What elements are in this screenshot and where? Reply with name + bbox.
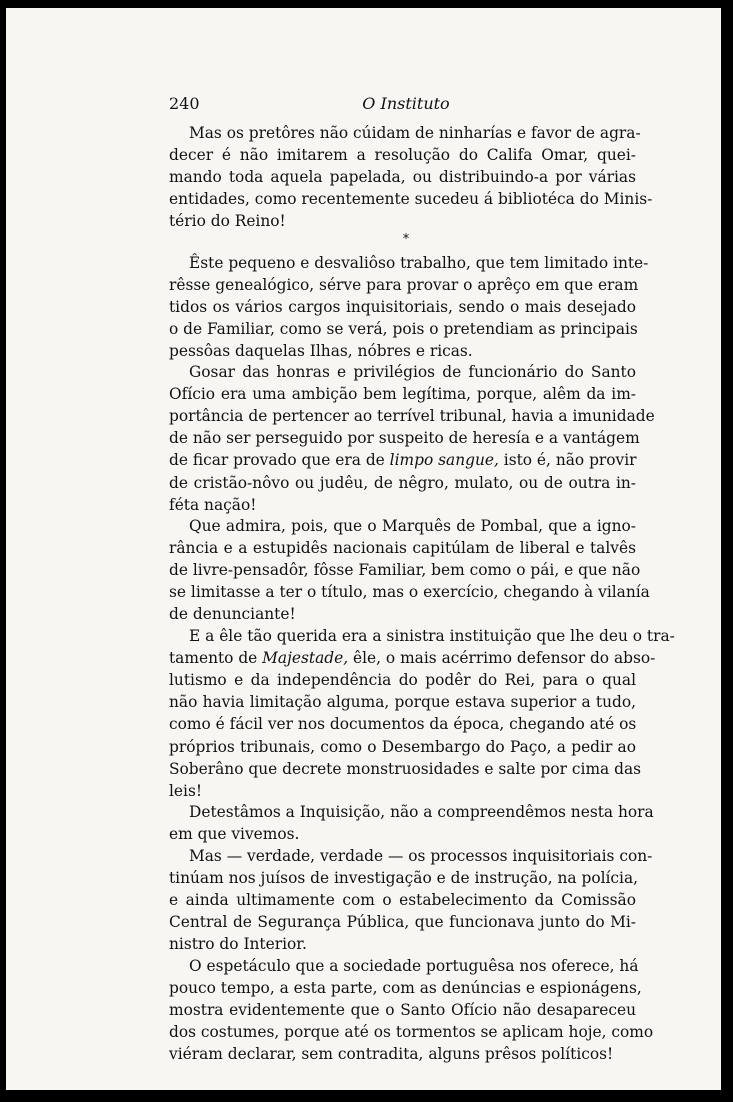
text-line: rância e a estupidês nacionais capitúlam de liberal e talvês	[169, 539, 636, 558]
text-line: nistro do Interior.	[169, 935, 307, 954]
text-line: Êste pequeno e desvaliôso trabalho, que tem limitado inte-	[189, 254, 649, 272]
text-line: mostra evidentemente que o Santo Ofício não desapareceu	[169, 1001, 636, 1020]
text-line: e ainda ultimamente com o estabelecimento da Comissão	[169, 891, 636, 910]
text-line: de denunciante!	[169, 605, 296, 624]
text-line: leis!	[169, 781, 203, 800]
text-line: tinúam nos juísos de investigação e de instrução, na polícia,	[169, 869, 639, 888]
text-line: Que admira, pois, que o Marquês de Pombal, que a igno-	[189, 517, 636, 535]
text-line: não havia limitação alguma, porque estava superior a tudo,	[169, 693, 636, 712]
text-line: mando toda aquela papelada, ou distribuindo-a por várias	[169, 168, 636, 187]
text-line: O espetáculo que a sociedade portuguêsa nos oferece, há	[189, 957, 639, 975]
text-line: de não ser perseguido por suspeito de heresía e a vantágem	[169, 429, 640, 448]
text-line: tamento de Majestade, êle, o mais acérrimo defensor do abso-	[169, 649, 656, 668]
text-line: pessôas daquelas Ilhas, nóbres e ricas.	[169, 342, 473, 361]
text-line: entidades, como recentemente sucedeu á bibliotéca do Minis-	[169, 190, 653, 209]
text-line: decer é não imitarem a resolução do Califa Omar, quei-	[169, 146, 636, 165]
text-line: de cristão-nôvo ou judêu, de nêgro, mulato, ou de outra in-	[169, 473, 636, 492]
text-line: próprios tribunais, como o Desembargo do Paço, a pedir ao	[169, 737, 636, 756]
text-line: o de Familiar, como se verá, pois o pretendiam as principais	[169, 320, 638, 339]
text-line: pouco tempo, a esta parte, com as denúncias e espionágens,	[169, 979, 642, 998]
text-line: dos costumes, porque até os tormentos se aplicam hoje, como	[169, 1023, 654, 1042]
text-line: em que vivemos.	[169, 825, 300, 844]
text-line: Central de Segurança Pública, que funcionava junto do Mi-	[169, 913, 636, 932]
text-line: Mas — verdade, verdade — os processos inquisitoriais con-	[189, 847, 653, 865]
section-separator: *	[402, 232, 410, 247]
text-line: féta nação!	[169, 495, 257, 514]
text-line: Mas os pretôres não cúidam de ninharías e favor de agra-	[189, 124, 641, 142]
text-line: se limitasse a ter o título, mas o exercício, chegando à vilanía	[169, 583, 650, 602]
text-line: Detestâmos a Inquisição, não a compreendêmos nesta hora	[189, 803, 654, 821]
book-page	[6, 8, 721, 1090]
text-line: E a êle tão querida era a sinistra instituição que lhe deu o tra-	[189, 627, 675, 645]
text-line: rêsse genealógico, sérve para provar o aprêço em que eram	[169, 276, 639, 295]
text-line: Soberâno que decrete monstruosidades e salte por cima das	[169, 759, 642, 778]
running-title: O Instituto	[362, 94, 450, 113]
text-line: tidos os vários cargos inquisitoriais, sendo o mais desejado	[169, 298, 636, 317]
text-line: viéram declarar, sem contradita, alguns prêsos políticos!	[169, 1045, 614, 1064]
text-line: de ficar provado que era de limpo sangue, isto é, não provir	[169, 451, 637, 470]
text-line: portância de pertencer ao terrível tribunal, havia a imunidade	[169, 407, 655, 426]
text-line: lutismo e da independência do podêr do Rei, para o qual	[169, 671, 636, 690]
text-line: de livre-pensadôr, fôsse Familiar, bem como o pái, e que não	[169, 561, 641, 580]
text-line: tério do Reino!	[169, 212, 286, 231]
text-line: como é fácil ver nos documentos da época, chegando até os	[169, 715, 637, 734]
page-number: 240	[169, 94, 200, 113]
text-line: Gosar das honras e privilégios de funcionário do Santo	[189, 363, 636, 381]
text-line: Ofício era uma ambição bem legítima, porque, alêm da im-	[169, 385, 636, 404]
